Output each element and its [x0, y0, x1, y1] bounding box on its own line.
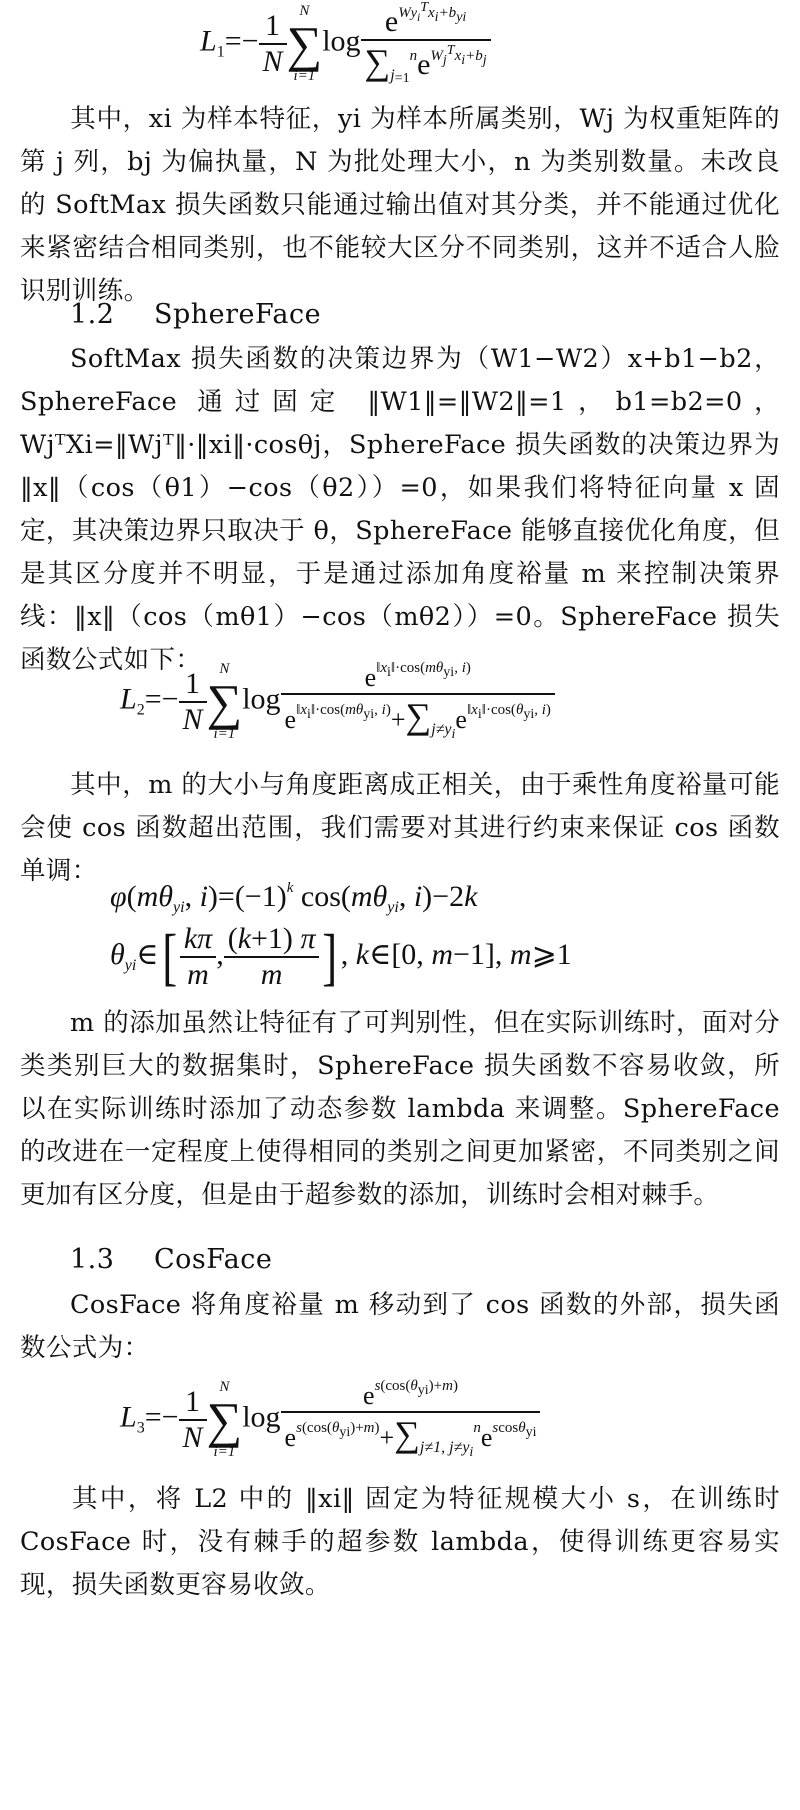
paragraph-4: m 的添加虽然让特征有了可判别性，但在实际训练时，面对分类类别巨大的数据集时，SphereFace 损失函数不容易收敛，所以在实际训练时添加了动态参数 lambda 来调整。SphereFace 的改进在一定程度上使得相同的类别之间更加紧密，不同类别之间更加有区分度，但是由于超参数的添加，训练时会相对棘手。	[20, 1008, 780, 1210]
equation-phi: $\varphi(m\theta_{yi}$, $i)=(-1)^k$ $\cos(m\theta_{yi}$, i)−2k	[110, 880, 478, 916]
equation-l1: $L_1=-$ $\frac{1}{N}$ N ∑ i=1 log $\frac{e^{Wy_i^Tx_i+b_{yi}}}{\sum_{j=1}^ne^{W_j^Tx_i+b_j}}$	[200, 0, 491, 87]
paragraph-3: 其中，m 的大小与角度距离成正相关，由于乘性角度裕量可能会使 cos 函数超出范围，我们需要对其进行约束来保证 cos 函数单调：	[20, 770, 780, 886]
heading-1-3: 1.3 CosFace	[70, 1244, 273, 1275]
equation-l3: $L_3=-$ $\frac{1}{N}$ N ∑ i=1 log $\frac{e^{s(cos(\theta_{yi})+m)}}{e^{s(cos(\theta_{yi})+m)}+\sum_{j\ne 1, j\ne y_i}^ne^{scos\theta_{yi}}}$	[120, 1378, 540, 1461]
paragraph-5: CosFace 将角度裕量 m 移动到了 cos 函数的外部，损失函数公式为：	[20, 1290, 780, 1363]
heading-1-2: 1.2 SphereFace	[70, 299, 322, 330]
equation-l2: $L_2=-$ $\frac{1}{N}$ N ∑ i=1 log $\frac{e^{‖x_i‖\cdot cos(m\theta_{yi}, i)}}{e^{‖x_i‖\cdot cos(m\theta_{yi}, i)}+\sum_{j\ne y_i}e^{‖x_i‖\cdot cos(\theta_{yi}, i)}}$	[120, 660, 555, 743]
paragraph-1: 其中，xi 为样本特征，yi 为样本所属类别，Wj 为权重矩阵的第 j 列，bj 为偏执量，N 为批处理大小，n 为类别数量。未改良的 SoftMax 损失函数只能通过输出值对其分类，并不能通过优化来紧密结合相同类别，也不能较大区分不同类别，这并不适合人脸识别训练。	[20, 104, 780, 306]
equation-theta: $\theta_{yi}\in$[ $\frac{k\pi}{m}$ , $\frac{(k+1) \pi}{m}$ ] , k∈[0, m−1], m⩾1	[110, 921, 572, 992]
paragraph-6: 其中，将 L2 中的 ‖xi‖ 固定为特征规模大小 s，在训练时 CosFace 时，没有棘手的超参数 lambda，使得训练更容易实现，损失函数更容易收敛。	[20, 1484, 780, 1600]
paragraph-2: SoftMax 损失函数的决策边界为（W1−W2）x+b1−b2，SphereFace 通过固定 ‖W1‖=‖W2‖=1，b1=b2=0，WjᵀXi=‖Wjᵀ‖·‖xi‖·cosθj，SphereFace 损失函数的决策边界为 ‖x‖（cos（θ1）−cos（θ2））=0，如果我们将特征向量 x 固定，其决策边界只取决于 θ，SphereFace 能够直接优化角度，但是其区分度并不明显，于是通过添加角度裕量 m 来控制决策界线：‖x‖（cos（mθ1）−cos（mθ2））=0。SphereFace 损失函数公式如下：	[20, 344, 780, 675]
